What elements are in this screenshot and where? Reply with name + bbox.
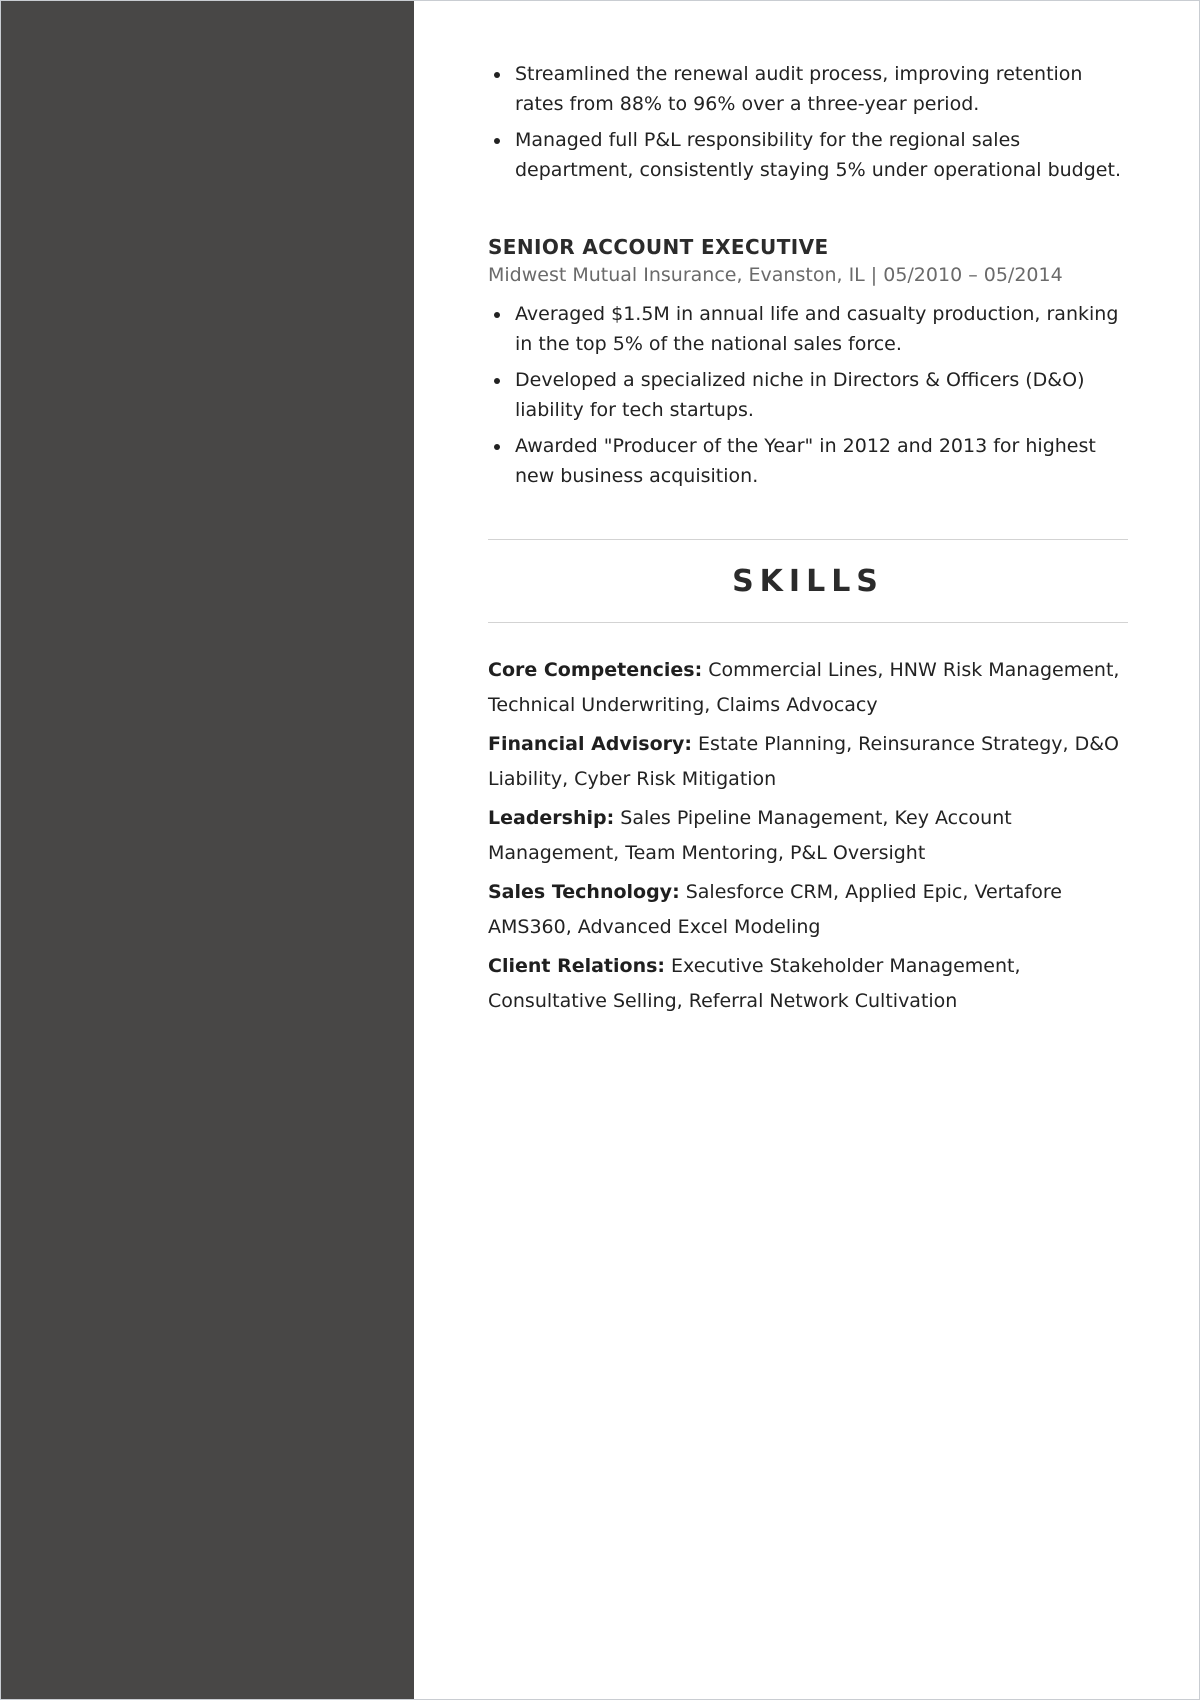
job-bullets [488,299,1128,491]
main-content [488,59,1128,1023]
bullet-item: Streamlined the renewal audit process, improving retention rates from 88% to 96% over a three-year period. [488,59,1128,119]
skill-label: Sales Technology: [488,881,680,903]
skill-label: Core Competencies: [488,659,703,681]
skills-list [488,653,1128,1019]
skill-value: Executive Stakeholder Management, Consultative Selling, Referral Network Cultivation [488,955,1021,1012]
skill-value: Commercial Lines, HNW Risk Management, Technical Underwriting, Claims Advocacy [488,659,1120,716]
job-title: SENIOR ACCOUNT EXECUTIVE [488,235,829,259]
bullet-item: Averaged $1.5M in annual life and casualty production, ranking in the top 5% of the national sales force. [488,299,1128,359]
skills-heading: SKILLS [732,564,884,599]
skill-row [488,727,1128,797]
bullet-item: Managed full P&L responsibility for the regional sales department, consistently staying 5% under operational budget. [488,125,1128,185]
job-meta: Midwest Mutual Insurance, Evanston, IL | 05/2010 – 05/2014 [488,264,1063,286]
skill-label: Client Relations: [488,955,666,977]
section-divider-bottom [488,622,1128,623]
skill-row [488,875,1128,945]
bullet-item: Awarded "Producer of the Year" in 2012 and 2013 for highest new business acquisition. [488,431,1128,491]
previous-job-bullets [488,59,1128,185]
skill-value: Salesforce CRM, Applied Epic, Vertafore AMS360, Advanced Excel Modeling [488,881,1062,938]
bullet-item: Developed a specialized niche in Directors & Officers (D&O) liability for tech startups. [488,365,1128,425]
skill-label: Leadership: [488,807,615,829]
skill-row [488,801,1128,871]
skill-value: Estate Planning, Reinsurance Strategy, D&O Liability, Cyber Risk Mitigation [488,733,1120,790]
skill-label: Financial Advisory: [488,733,693,755]
sidebar-panel [1,1,414,1699]
skill-value: Sales Pipeline Management, Key Account Management, Team Mentoring, P&L Oversight [488,807,1012,864]
skill-row [488,653,1128,723]
skill-row [488,949,1128,1019]
job-entry [488,233,1128,491]
